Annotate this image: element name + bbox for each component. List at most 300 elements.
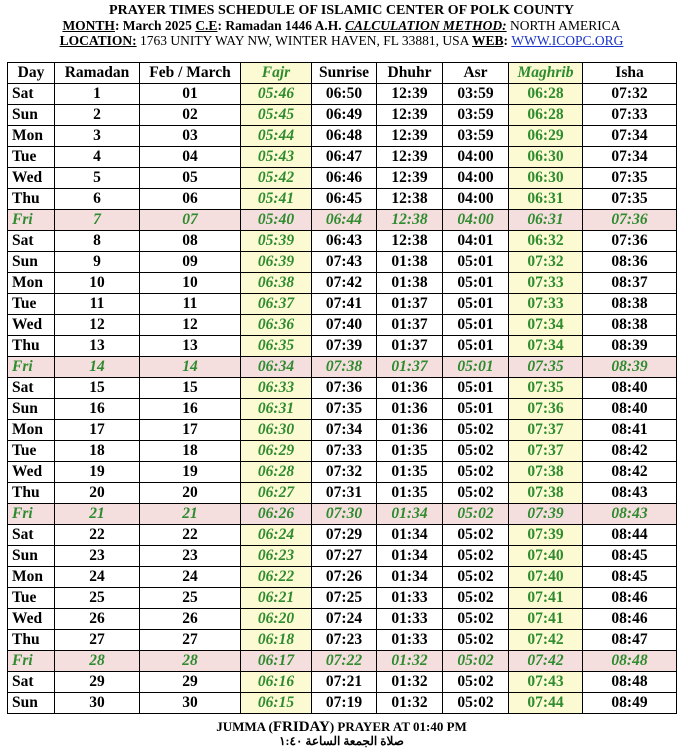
cell-ramadan: 12 xyxy=(55,315,140,336)
cell-dhuhr: 12:39 xyxy=(377,147,443,168)
cell-date: 26 xyxy=(140,609,241,630)
table-row xyxy=(8,231,677,252)
cell-isha: 08:46 xyxy=(583,588,677,609)
cell-fajr: 05:41 xyxy=(241,189,312,210)
table-row xyxy=(8,441,677,462)
cell-sunrise: 07:31 xyxy=(312,483,377,504)
cell-dhuhr: 01:38 xyxy=(377,273,443,294)
cell-ramadan: 23 xyxy=(55,546,140,567)
table-row xyxy=(8,378,677,399)
cell-isha: 08:48 xyxy=(583,672,677,693)
table-row xyxy=(8,483,677,504)
cell-asr: 05:01 xyxy=(443,273,509,294)
cell-isha: 08:42 xyxy=(583,462,677,483)
month-value: : March 2025 xyxy=(114,18,196,33)
cell-date: 12 xyxy=(140,315,241,336)
cell-ramadan: 20 xyxy=(55,483,140,504)
cell-isha: 08:45 xyxy=(583,546,677,567)
cell-ramadan: 21 xyxy=(55,504,140,525)
cell-ramadan: 1 xyxy=(55,84,140,105)
cell-fajr: 06:27 xyxy=(241,483,312,504)
cell-ramadan: 2 xyxy=(55,105,140,126)
cell-maghrib: 06:32 xyxy=(509,231,583,252)
cell-asr: 05:02 xyxy=(443,483,509,504)
cell-day: Fri xyxy=(8,651,55,672)
cell-asr: 05:02 xyxy=(443,630,509,651)
cell-dhuhr: 12:38 xyxy=(377,189,443,210)
cell-sunrise: 07:30 xyxy=(312,504,377,525)
cell-date: 23 xyxy=(140,546,241,567)
cell-dhuhr: 01:36 xyxy=(377,420,443,441)
column-header-maghrib: Maghrib xyxy=(509,63,583,84)
cell-fajr: 06:33 xyxy=(241,378,312,399)
table-row xyxy=(8,147,677,168)
cell-day: Thu xyxy=(8,336,55,357)
cell-maghrib: 06:28 xyxy=(509,84,583,105)
cell-isha: 08:39 xyxy=(583,357,677,378)
column-header-ramadan: Ramadan xyxy=(55,63,140,84)
cell-maghrib: 07:42 xyxy=(509,651,583,672)
cell-ramadan: 5 xyxy=(55,168,140,189)
table-row xyxy=(8,252,677,273)
jumma-prefix: JUMMA ( xyxy=(216,719,273,734)
cell-day: Sat xyxy=(8,84,55,105)
cell-maghrib: 07:40 xyxy=(509,546,583,567)
cell-fajr: 06:36 xyxy=(241,315,312,336)
cell-isha: 07:36 xyxy=(583,210,677,231)
cell-isha: 08:43 xyxy=(583,483,677,504)
table-row xyxy=(8,567,677,588)
cell-date: 24 xyxy=(140,567,241,588)
cell-sunrise: 07:35 xyxy=(312,399,377,420)
cell-sunrise: 07:19 xyxy=(312,693,377,714)
cell-day: Wed xyxy=(8,609,55,630)
table-row xyxy=(8,189,677,210)
table-row xyxy=(8,525,677,546)
cell-isha: 07:32 xyxy=(583,84,677,105)
cell-dhuhr: 01:34 xyxy=(377,504,443,525)
cell-fajr: 06:18 xyxy=(241,630,312,651)
table-row xyxy=(8,294,677,315)
cell-day: Fri xyxy=(8,210,55,231)
ce-value: : Ramadan 1446 A.H. xyxy=(217,18,345,33)
cell-day: Fri xyxy=(8,357,55,378)
web-separator: : xyxy=(503,33,512,48)
cell-isha: 07:35 xyxy=(583,168,677,189)
cell-sunrise: 07:33 xyxy=(312,441,377,462)
cell-day: Thu xyxy=(8,630,55,651)
cell-fajr: 06:16 xyxy=(241,672,312,693)
cell-date: 25 xyxy=(140,588,241,609)
cell-dhuhr: 01:35 xyxy=(377,462,443,483)
cell-day: Sun xyxy=(8,252,55,273)
cell-maghrib: 06:30 xyxy=(509,168,583,189)
cell-asr: 05:01 xyxy=(443,357,509,378)
cell-asr: 04:01 xyxy=(443,231,509,252)
cell-fajr: 06:23 xyxy=(241,546,312,567)
cell-maghrib: 06:30 xyxy=(509,147,583,168)
cell-maghrib: 06:31 xyxy=(509,189,583,210)
cell-date: 29 xyxy=(140,672,241,693)
cell-maghrib: 07:34 xyxy=(509,336,583,357)
cell-date: 21 xyxy=(140,504,241,525)
cell-ramadan: 22 xyxy=(55,525,140,546)
calc-method-label: CALCULATION METHOD: xyxy=(344,18,507,33)
cell-fajr: 05:44 xyxy=(241,126,312,147)
cell-sunrise: 06:44 xyxy=(312,210,377,231)
cell-fajr: 06:26 xyxy=(241,504,312,525)
cell-day: Tue xyxy=(8,294,55,315)
cell-isha: 08:38 xyxy=(583,315,677,336)
cell-fajr: 06:15 xyxy=(241,693,312,714)
cell-date: 08 xyxy=(140,231,241,252)
cell-day: Thu xyxy=(8,483,55,504)
cell-sunrise: 07:40 xyxy=(312,315,377,336)
cell-asr: 05:02 xyxy=(443,525,509,546)
cell-maghrib: 07:39 xyxy=(509,504,583,525)
cell-maghrib: 07:36 xyxy=(509,399,583,420)
cell-ramadan: 15 xyxy=(55,378,140,399)
cell-date: 03 xyxy=(140,126,241,147)
cell-dhuhr: 01:35 xyxy=(377,483,443,504)
cell-day: Sat xyxy=(8,231,55,252)
table-row xyxy=(8,609,677,630)
cell-asr: 05:02 xyxy=(443,693,509,714)
cell-asr: 05:02 xyxy=(443,609,509,630)
cell-ramadan: 4 xyxy=(55,147,140,168)
cell-day: Tue xyxy=(8,588,55,609)
table-row xyxy=(8,399,677,420)
cell-isha: 08:40 xyxy=(583,378,677,399)
table-row xyxy=(8,357,677,378)
table-row xyxy=(8,84,677,105)
cell-ramadan: 28 xyxy=(55,651,140,672)
table-row xyxy=(8,504,677,525)
cell-fajr: 06:39 xyxy=(241,252,312,273)
cell-isha: 08:44 xyxy=(583,525,677,546)
cell-date: 04 xyxy=(140,147,241,168)
cell-sunrise: 06:50 xyxy=(312,84,377,105)
table-row xyxy=(8,126,677,147)
cell-ramadan: 27 xyxy=(55,630,140,651)
cell-isha: 07:34 xyxy=(583,126,677,147)
cell-maghrib: 07:42 xyxy=(509,630,583,651)
table-row xyxy=(8,462,677,483)
cell-sunrise: 07:21 xyxy=(312,672,377,693)
cell-asr: 05:01 xyxy=(443,315,509,336)
ce-label: C.E xyxy=(195,18,218,33)
cell-isha: 08:43 xyxy=(583,504,677,525)
month-label: MONTH xyxy=(62,18,115,33)
cell-sunrise: 06:48 xyxy=(312,126,377,147)
cell-ramadan: 30 xyxy=(55,693,140,714)
cell-date: 18 xyxy=(140,441,241,462)
table-row xyxy=(8,630,677,651)
jumma-suffix: ) PRAYER AT 01:40 PM xyxy=(329,719,467,734)
cell-fajr: 05:45 xyxy=(241,105,312,126)
jumma-day: FRIDAY xyxy=(272,719,330,735)
cell-dhuhr: 01:36 xyxy=(377,378,443,399)
column-header-sunrise: Sunrise xyxy=(312,63,377,84)
cell-ramadan: 6 xyxy=(55,189,140,210)
cell-dhuhr: 12:39 xyxy=(377,84,443,105)
table-row xyxy=(8,672,677,693)
website-link[interactable]: WWW.ICOPC.ORG xyxy=(511,33,624,48)
cell-fajr: 06:20 xyxy=(241,609,312,630)
cell-fajr: 06:37 xyxy=(241,294,312,315)
cell-sunrise: 07:39 xyxy=(312,336,377,357)
cell-day: Sat xyxy=(8,672,55,693)
cell-day: Wed xyxy=(8,168,55,189)
cell-asr: 04:00 xyxy=(443,147,509,168)
table-body xyxy=(8,84,677,714)
cell-ramadan: 17 xyxy=(55,420,140,441)
cell-maghrib: 07:44 xyxy=(509,693,583,714)
column-header-fajr: Fajr xyxy=(241,63,312,84)
cell-dhuhr: 01:37 xyxy=(377,357,443,378)
cell-sunrise: 07:42 xyxy=(312,273,377,294)
cell-sunrise: 06:49 xyxy=(312,105,377,126)
cell-isha: 07:33 xyxy=(583,105,677,126)
cell-date: 20 xyxy=(140,483,241,504)
cell-asr: 04:00 xyxy=(443,210,509,231)
location-line xyxy=(0,33,683,48)
column-header-asr: Asr xyxy=(443,63,509,84)
cell-day: Mon xyxy=(8,273,55,294)
cell-isha: 08:38 xyxy=(583,294,677,315)
cell-asr: 03:59 xyxy=(443,84,509,105)
cell-isha: 07:35 xyxy=(583,189,677,210)
cell-isha: 07:34 xyxy=(583,147,677,168)
cell-date: 07 xyxy=(140,210,241,231)
cell-dhuhr: 01:34 xyxy=(377,567,443,588)
cell-fajr: 06:31 xyxy=(241,399,312,420)
cell-dhuhr: 01:32 xyxy=(377,672,443,693)
cell-dhuhr: 01:34 xyxy=(377,525,443,546)
cell-dhuhr: 01:33 xyxy=(377,630,443,651)
cell-maghrib: 06:28 xyxy=(509,105,583,126)
cell-sunrise: 07:34 xyxy=(312,420,377,441)
table-row xyxy=(8,588,677,609)
cell-asr: 05:02 xyxy=(443,504,509,525)
cell-sunrise: 07:22 xyxy=(312,651,377,672)
location-value: 1763 UNITY WAY NW, WINTER HAVEN, FL 33881, USA xyxy=(136,33,472,48)
prayer-times-table xyxy=(7,62,677,714)
cell-ramadan: 25 xyxy=(55,588,140,609)
cell-day: Sun xyxy=(8,105,55,126)
cell-ramadan: 19 xyxy=(55,462,140,483)
cell-day: Sun xyxy=(8,693,55,714)
cell-date: 28 xyxy=(140,651,241,672)
cell-fajr: 06:30 xyxy=(241,420,312,441)
cell-fajr: 05:46 xyxy=(241,84,312,105)
cell-date: 14 xyxy=(140,357,241,378)
cell-isha: 08:48 xyxy=(583,651,677,672)
cell-maghrib: 07:33 xyxy=(509,294,583,315)
cell-dhuhr: 01:35 xyxy=(377,441,443,462)
cell-asr: 03:59 xyxy=(443,126,509,147)
cell-isha: 08:45 xyxy=(583,567,677,588)
schedule-title: PRAYER TIMES SCHEDULE OF ISLAMIC CENTER OF POLK COUNTY xyxy=(109,3,574,18)
cell-sunrise: 06:47 xyxy=(312,147,377,168)
cell-isha: 08:46 xyxy=(583,609,677,630)
cell-sunrise: 07:29 xyxy=(312,525,377,546)
cell-maghrib: 07:38 xyxy=(509,483,583,504)
cell-isha: 08:39 xyxy=(583,336,677,357)
cell-isha: 08:36 xyxy=(583,252,677,273)
cell-isha: 08:40 xyxy=(583,399,677,420)
cell-maghrib: 06:31 xyxy=(509,210,583,231)
cell-asr: 05:01 xyxy=(443,336,509,357)
cell-asr: 05:02 xyxy=(443,441,509,462)
cell-ramadan: 10 xyxy=(55,273,140,294)
cell-sunrise: 07:36 xyxy=(312,378,377,399)
table-row xyxy=(8,336,677,357)
cell-sunrise: 06:45 xyxy=(312,189,377,210)
cell-day: Sat xyxy=(8,525,55,546)
cell-date: 05 xyxy=(140,168,241,189)
cell-ramadan: 14 xyxy=(55,357,140,378)
cell-day: Thu xyxy=(8,189,55,210)
cell-maghrib: 07:32 xyxy=(509,252,583,273)
cell-day: Tue xyxy=(8,147,55,168)
cell-dhuhr: 12:38 xyxy=(377,210,443,231)
cell-dhuhr: 12:39 xyxy=(377,126,443,147)
cell-sunrise: 07:38 xyxy=(312,357,377,378)
cell-ramadan: 8 xyxy=(55,231,140,252)
cell-fajr: 05:40 xyxy=(241,210,312,231)
table-header-row xyxy=(8,63,677,84)
cell-asr: 05:01 xyxy=(443,378,509,399)
cell-maghrib: 07:41 xyxy=(509,609,583,630)
cell-sunrise: 07:32 xyxy=(312,462,377,483)
cell-date: 15 xyxy=(140,378,241,399)
cell-maghrib: 07:35 xyxy=(509,378,583,399)
table-row xyxy=(8,273,677,294)
cell-dhuhr: 12:39 xyxy=(377,105,443,126)
cell-day: Mon xyxy=(8,567,55,588)
cell-maghrib: 07:40 xyxy=(509,567,583,588)
cell-ramadan: 29 xyxy=(55,672,140,693)
column-header-dhuhr: Dhuhr xyxy=(377,63,443,84)
cell-asr: 04:00 xyxy=(443,168,509,189)
cell-asr: 05:01 xyxy=(443,399,509,420)
cell-ramadan: 16 xyxy=(55,399,140,420)
cell-asr: 05:02 xyxy=(443,651,509,672)
cell-maghrib: 07:41 xyxy=(509,588,583,609)
cell-day: Wed xyxy=(8,315,55,336)
cell-dhuhr: 01:32 xyxy=(377,651,443,672)
cell-date: 22 xyxy=(140,525,241,546)
cell-date: 13 xyxy=(140,336,241,357)
cell-fajr: 06:17 xyxy=(241,651,312,672)
cell-asr: 03:59 xyxy=(443,105,509,126)
cell-maghrib: 07:43 xyxy=(509,672,583,693)
cell-ramadan: 26 xyxy=(55,609,140,630)
cell-asr: 05:01 xyxy=(443,294,509,315)
cell-date: 02 xyxy=(140,105,241,126)
cell-ramadan: 24 xyxy=(55,567,140,588)
cell-sunrise: 07:23 xyxy=(312,630,377,651)
cell-maghrib: 07:37 xyxy=(509,420,583,441)
cell-asr: 05:02 xyxy=(443,672,509,693)
table-row xyxy=(8,105,677,126)
cell-fajr: 05:39 xyxy=(241,231,312,252)
cell-dhuhr: 01:37 xyxy=(377,336,443,357)
cell-asr: 04:00 xyxy=(443,189,509,210)
table-row xyxy=(8,168,677,189)
cell-dhuhr: 01:34 xyxy=(377,546,443,567)
cell-sunrise: 06:46 xyxy=(312,168,377,189)
table-row xyxy=(8,210,677,231)
cell-sunrise: 06:43 xyxy=(312,231,377,252)
cell-date: 16 xyxy=(140,399,241,420)
cell-day: Mon xyxy=(8,126,55,147)
column-header-date: Feb / March xyxy=(140,63,241,84)
calc-method-value: NORTH AMERICA xyxy=(506,18,621,33)
table-row xyxy=(8,651,677,672)
cell-dhuhr: 01:38 xyxy=(377,252,443,273)
table-row xyxy=(8,693,677,714)
cell-dhuhr: 01:32 xyxy=(377,693,443,714)
cell-sunrise: 07:41 xyxy=(312,294,377,315)
cell-sunrise: 07:43 xyxy=(312,252,377,273)
cell-fajr: 05:43 xyxy=(241,147,312,168)
cell-ramadan: 9 xyxy=(55,252,140,273)
cell-isha: 08:41 xyxy=(583,420,677,441)
cell-asr: 05:02 xyxy=(443,420,509,441)
cell-day: Sat xyxy=(8,378,55,399)
cell-dhuhr: 01:33 xyxy=(377,609,443,630)
cell-fajr: 06:21 xyxy=(241,588,312,609)
cell-day: Mon xyxy=(8,420,55,441)
cell-date: 10 xyxy=(140,273,241,294)
cell-isha: 07:36 xyxy=(583,231,677,252)
cell-sunrise: 07:25 xyxy=(312,588,377,609)
cell-ramadan: 11 xyxy=(55,294,140,315)
cell-maghrib: 07:39 xyxy=(509,525,583,546)
cell-asr: 05:01 xyxy=(443,252,509,273)
cell-dhuhr: 01:33 xyxy=(377,588,443,609)
cell-asr: 05:02 xyxy=(443,462,509,483)
cell-sunrise: 07:27 xyxy=(312,546,377,567)
cell-dhuhr: 12:39 xyxy=(377,168,443,189)
cell-ramadan: 7 xyxy=(55,210,140,231)
cell-sunrise: 07:26 xyxy=(312,567,377,588)
cell-dhuhr: 01:37 xyxy=(377,315,443,336)
cell-dhuhr: 12:38 xyxy=(377,231,443,252)
cell-dhuhr: 01:36 xyxy=(377,399,443,420)
cell-fajr: 06:38 xyxy=(241,273,312,294)
schedule-header xyxy=(0,0,683,48)
cell-day: Tue xyxy=(8,441,55,462)
cell-day: Wed xyxy=(8,462,55,483)
cell-date: 09 xyxy=(140,252,241,273)
cell-fajr: 06:22 xyxy=(241,567,312,588)
cell-asr: 05:02 xyxy=(443,567,509,588)
cell-dhuhr: 01:37 xyxy=(377,294,443,315)
cell-date: 30 xyxy=(140,693,241,714)
cell-ramadan: 18 xyxy=(55,441,140,462)
cell-maghrib: 07:35 xyxy=(509,357,583,378)
cell-fajr: 06:28 xyxy=(241,462,312,483)
cell-fajr: 05:42 xyxy=(241,168,312,189)
table-row xyxy=(8,420,677,441)
web-label: WEB xyxy=(472,33,504,48)
cell-maghrib: 07:34 xyxy=(509,315,583,336)
cell-fajr: 06:34 xyxy=(241,357,312,378)
cell-maghrib: 06:29 xyxy=(509,126,583,147)
